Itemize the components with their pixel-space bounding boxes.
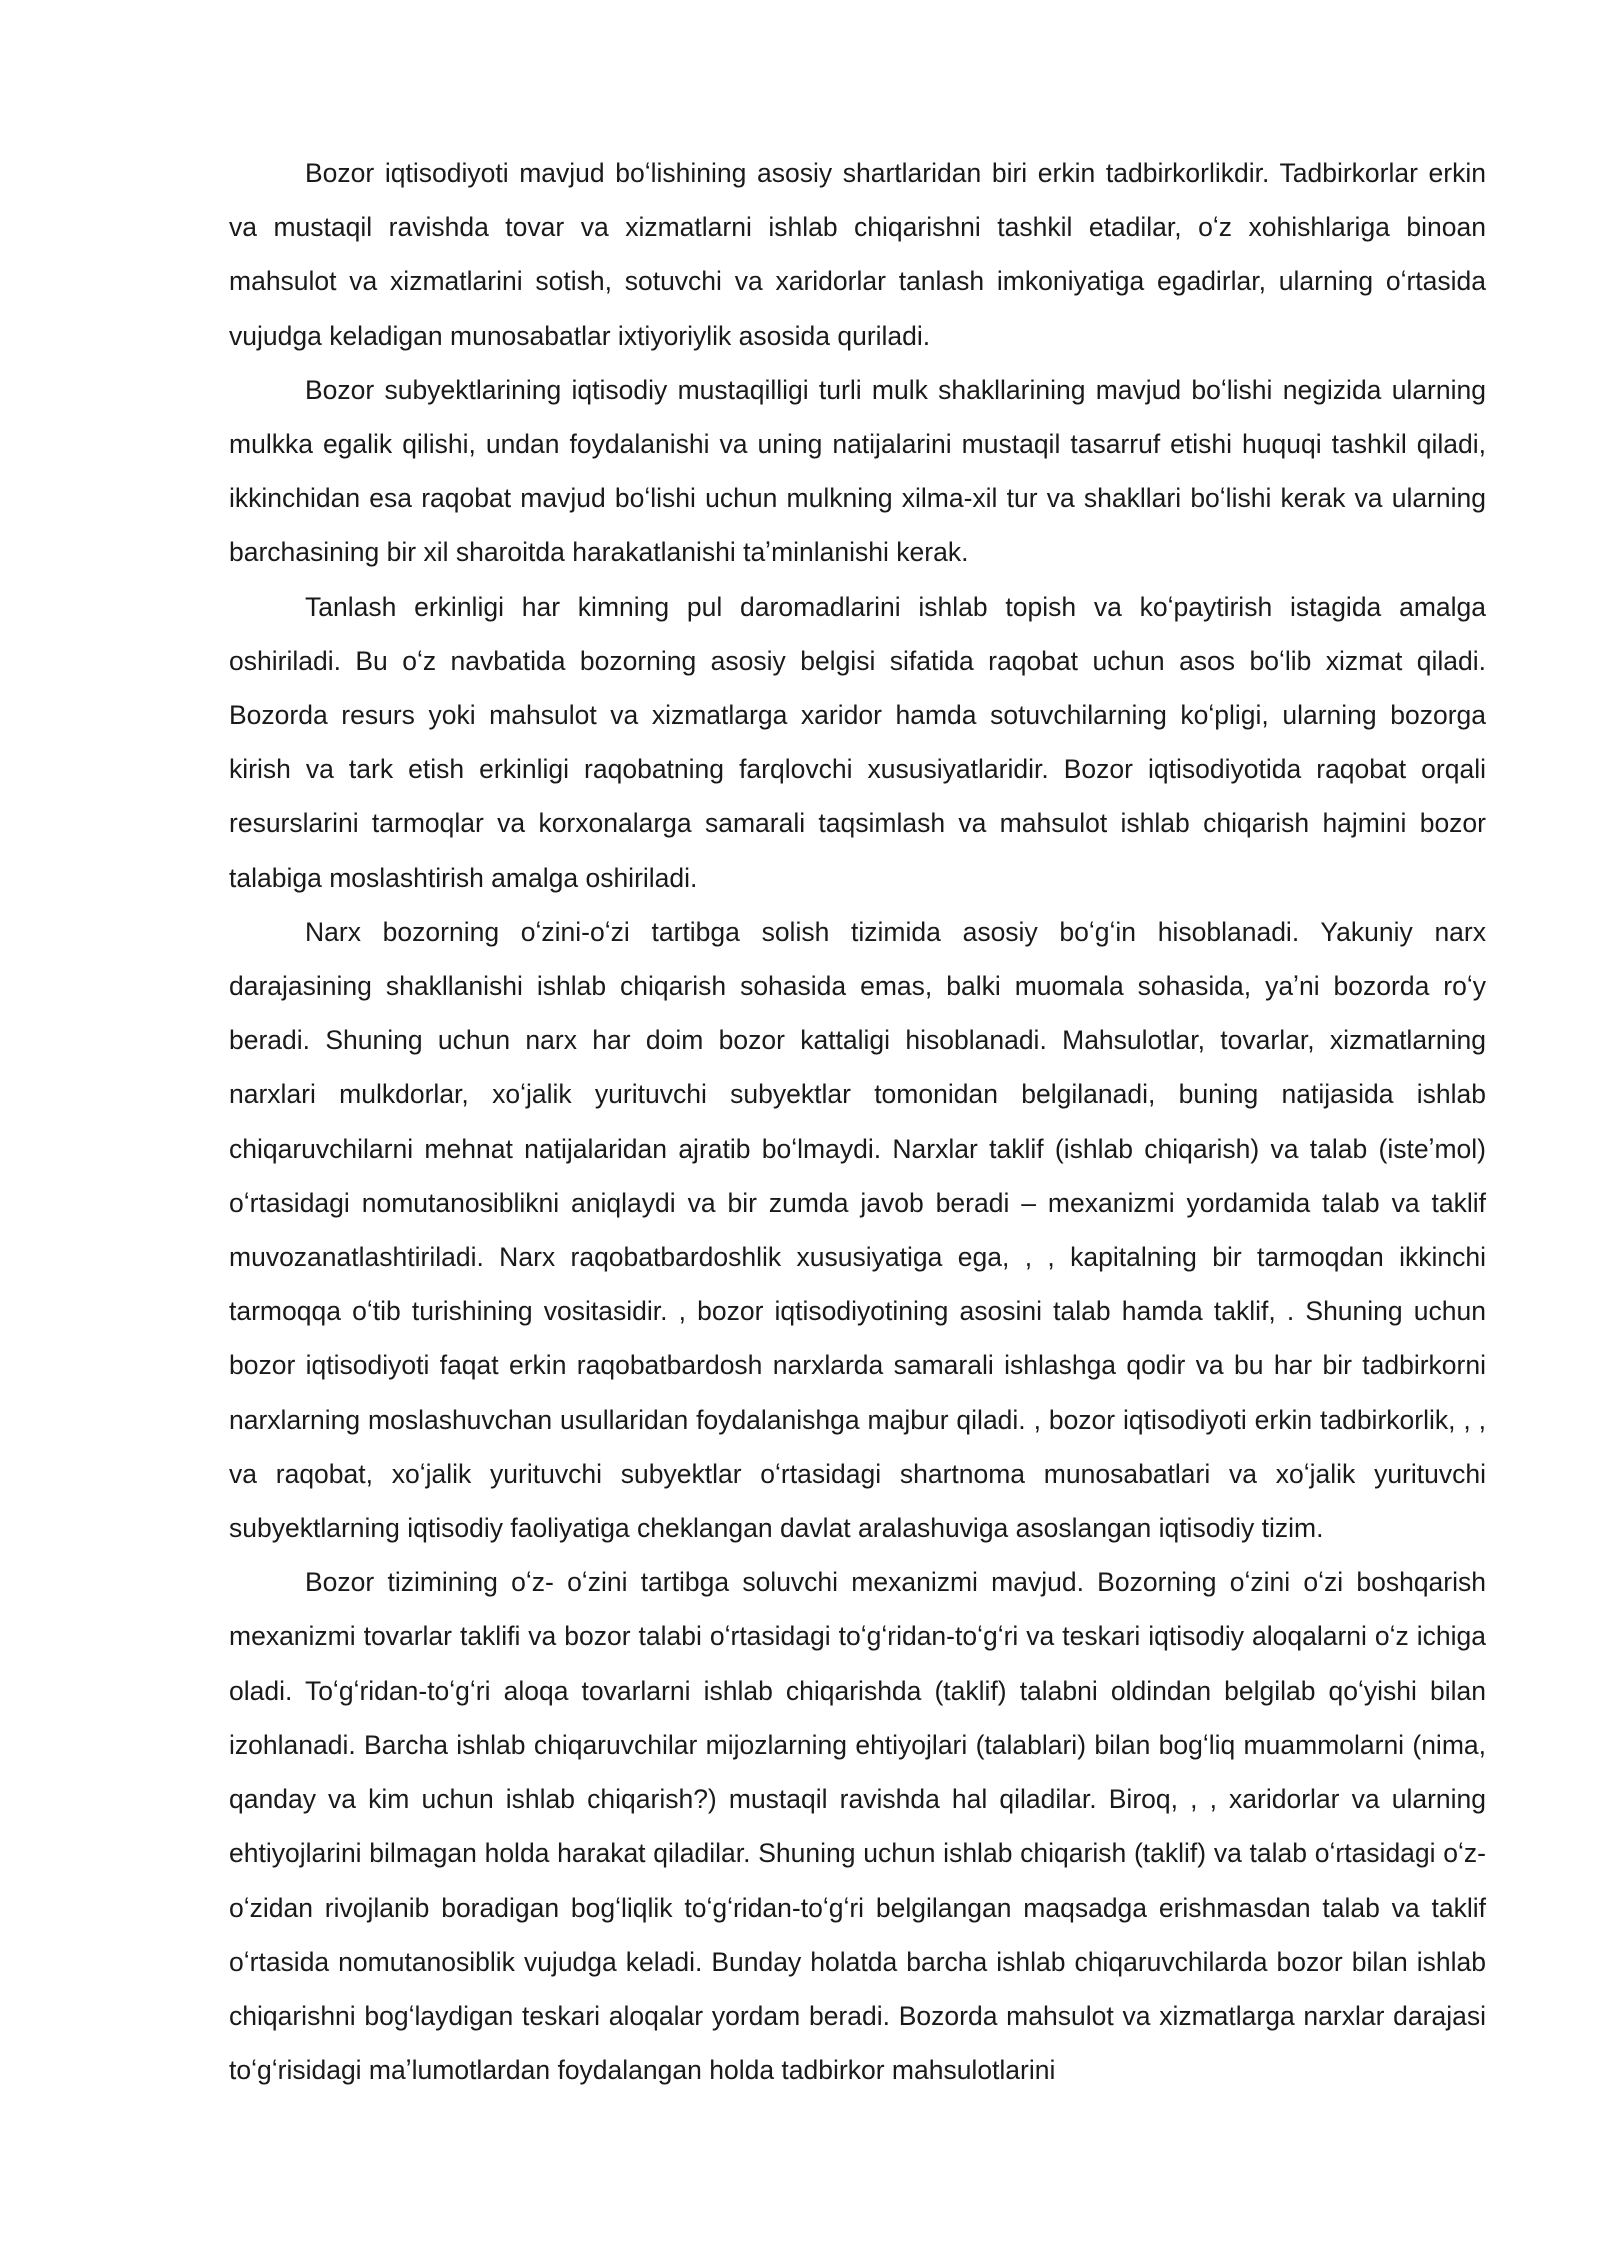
paragraph-5: Bozor tizimining oʻz- oʻzini tartibga soluvchi mexanizmi mavjud. Bozorning oʻzini oʻzi boshqarish mexanizmi tovarlar taklifi va bozor talabi oʻrtasidagi toʻgʻridan-toʻgʻri va teskari iqtisodiy aloqalarni oʻz ichiga oladi. Toʻgʻridan-toʻgʻri aloqa tovarlarni ishlab chiqarishda (taklif) talabni oldindan belgilab qoʻyishi bilan izohlanadi. Barcha ishlab chiqaruvchilar mijozlarning ehtiyojlari (talablari) bilan bogʻliq muammolarni (nima, qanday va kim uchun ishlab chiqarish?) mustaqil ravishda hal qiladilar. Biroq, , , xaridorlar va ularning ehtiyojlarini bilmagan holda harakat qiladilar. Shuning uchun ishlab chiqarish (taklif) va talab oʻrtasidagi oʻz-oʻzidan rivojlanib boradigan bogʻliqlik toʻgʻridan-toʻgʻri belgilangan maqsadga erishmasdan talab va taklif oʻrtasida nomutanosiblik vujudga keladi. Bunday holatda barcha ishlab chiqaruvchilarda bozor bilan ishlab chiqarishni bogʻlaydigan teskari aloqalar yordam beradi. Bozorda mahsulot va xizmatlarga narxlar darajasi toʻgʻrisidagi maʼlumotlardan foydalangan holda tadbirkor mahsulotlarini <box>229 1567 1486 2086</box>
body-text <box>229 146 1486 2097</box>
paragraph-3: Tanlash erkinligi har kimning pul daromadlarini ishlab topish va koʻpaytirish istagida amalga oshiriladi. Bu oʻz navbatida bozorning asosiy belgisi sifatida raqobat uchun asos boʻlib xizmat qiladi. Bozorda resurs yoki mahsulot va xizmatlarga xaridor hamda sotuvchilarning koʻpligi, ularning bozorga kirish va tark etish erkinligi raqobatning farqlovchi xususiyatlaridir. Bozor iqtisodiyotida raqobat orqali resurslarini tarmoqlar va korxonalarga samarali taqsimlash va mahsulot ishlab chiqarish hajmini bozor talabiga moslashtirish amalga oshiriladi. <box>229 591 1486 893</box>
paragraph-1: Bozor iqtisodiyoti mavjud boʻlishining asosiy shartlaridan biri erkin tadbirkorlikdir. Tadbirkorlar erkin va mustaqil ravishda tovar va xizmatlarni ishlab chiqarishni tashkil etadilar, oʻz xohishlariga binoan mahsulot va xizmatlarini sotish, sotuvchi va xaridorlar tanlash imkoniyatiga egadirlar, ularning oʻrtasida vujudga keladigan munosabatlar ixtiyoriylik asosida quriladi. <box>229 158 1486 351</box>
paragraph-2: Bozor subyektlarining iqtisodiy mustaqilligi turli mulk shakllarining mavjud boʻlishi negizida ularning mulkka egalik qilishi, undan foydalanishi va uning natijalarini mustaqil tasarruf etishi huquqi tashkil qiladi, ikkinchidan esa raqobat mavjud boʻlishi uchun mulkning xilma-xil tur va shakllari boʻlishi kerak va ularning barchasining bir xil sharoitda harakatlanishi taʼminlanishi kerak. <box>229 374 1486 568</box>
paragraph-4: Narx bozorning oʻzini-oʻzi tartibga solish tizimida asosiy boʻgʻin hisoblanadi. Yakuniy narx darajasining shakllanishi ishlab chiqarish sohasida emas, balki muomala sohasida, yaʼni bozorda roʻy beradi. Shuning uchun narx har doim bozor kattaligi hisoblanadi. Mahsulotlar, tovarlar, xizmatlarning narxlari mulkdorlar, xoʻjalik yurituvchi subyektlar tomonidan belgilanadi, buning natijasida ishlab chiqaruvchilarni mehnat natijalaridan ajratib boʻlmaydi. Narxlar taklif (ishlab chiqarish) va talab (isteʼmol) oʻrtasidagi nomutanosiblikni aniqlaydi va bir zumda javob beradi – mexanizmi yordamida talab va taklif muvozanatlashtiriladi. Narx raqobatbardoshlik xususiyatiga ega, , , kapitalning bir tarmoqdan ikkinchi tarmoqqa oʻtib turishining vositasidir. , bozor iqtisodiyotining asosini talab hamda taklif, . Shuning uchun bozor iqtisodiyoti faqat erkin raqobatbardosh narxlarda samarali ishlashga qodir va bu har bir tadbirkorni narxlarning moslashuvchan usullaridan foydalanishga majbur qiladi. , bozor iqtisodiyoti erkin tadbirkorlik, , , va raqobat, xoʻjalik yurituvchi subyektlar oʻrtasidagi shartnoma munosabatlari va xoʻjalik yurituvchi subyektlarning iqtisodiy faoliyatiga cheklangan davlat aralashuviga asoslangan iqtisodiy tizim. <box>229 916 1486 1544</box>
